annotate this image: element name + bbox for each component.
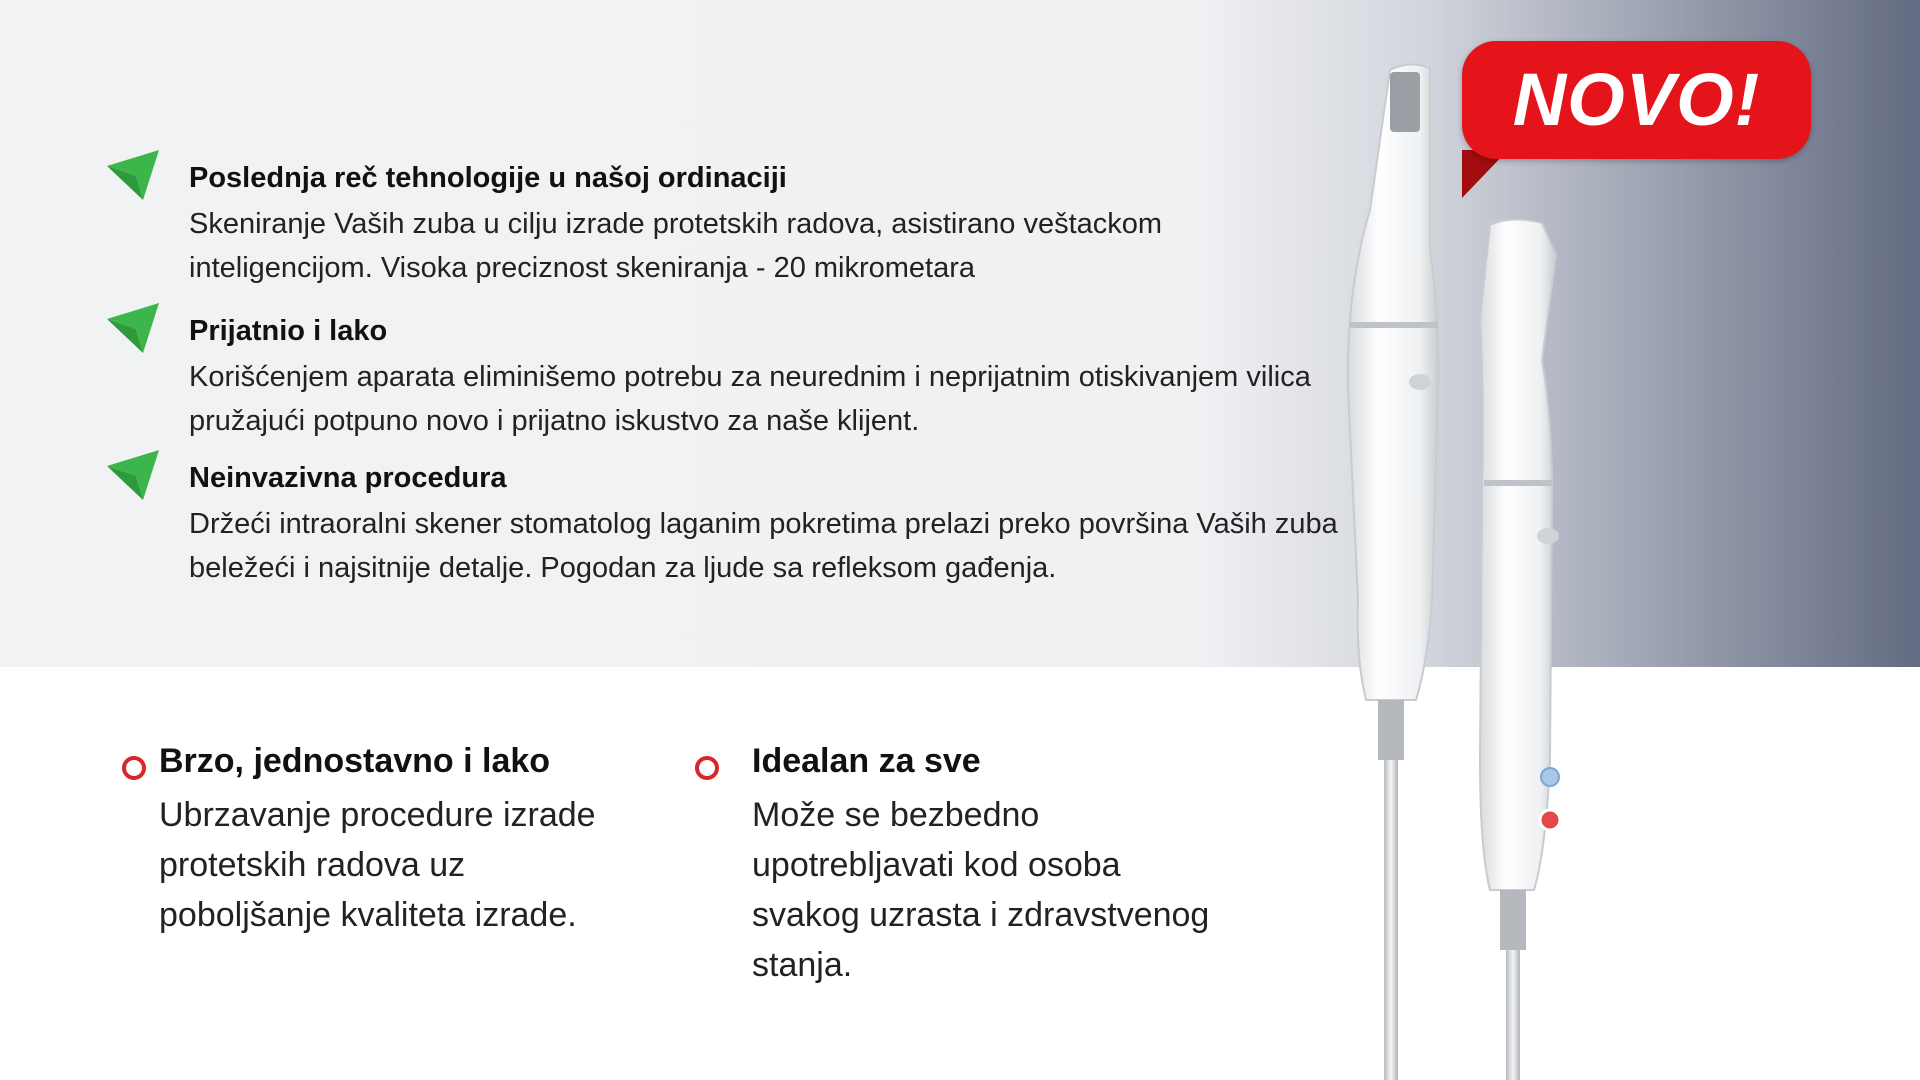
green-arrow-icon — [105, 148, 161, 204]
bottom-item-description: Može se bezbedno upotrebljavati kod osoba svakog uzrasta i zdravstvenog stanja. — [752, 796, 1210, 984]
novo-badge — [1462, 41, 1811, 159]
feature-title: Poslednja reč tehnologije u našoj ordinaciji — [189, 162, 787, 194]
bottom-item-ideal — [695, 742, 1255, 1016]
feature-item-noninvasive — [105, 448, 1345, 588]
green-arrow-icon — [105, 448, 161, 504]
intraoral-scanner-image — [1320, 60, 1620, 1080]
bottom-item-description: Ubrzavanje procedure izrade protetskih radova uz poboljšanje kvaliteta izrade. — [159, 796, 596, 934]
feature-description: Skeniranje Vaših zuba u cilju izrade protetskih radova, asistirano veštackom inteligencijom. Visoka preciznost skeniranja - 20 mikrometara — [189, 208, 1163, 284]
red-circle-bullet-icon — [122, 756, 146, 780]
feature-description: Korišćenjem aparata eliminišemo potrebu za neurednim i neprijatnim otiskivanjem vilica pružajući potpuno novo i prijatno iskustvo za naše klijent. — [189, 361, 1311, 437]
feature-title: Prijatnio i lako — [189, 315, 388, 347]
feature-item-technology — [105, 148, 1345, 288]
feature-title: Neinvazivna procedura — [189, 462, 507, 494]
bottom-item-title: Brzo, jednostavno i lako — [159, 742, 551, 780]
red-circle-bullet-icon — [695, 756, 719, 780]
green-arrow-icon — [105, 301, 161, 357]
feature-description: Držeći intraoralni skener stomatolog laganim pokretima prelazi preko površina Vaših zuba beležeći i najsitnije detalje. Pogodan za ljude sa refleksom gađenja. — [189, 508, 1338, 584]
bottom-item-title: Idealan za sve — [752, 742, 981, 780]
feature-item-comfort — [105, 301, 1345, 441]
badge-text: NOVO! — [1512, 58, 1761, 141]
bottom-item-fast — [122, 742, 662, 966]
